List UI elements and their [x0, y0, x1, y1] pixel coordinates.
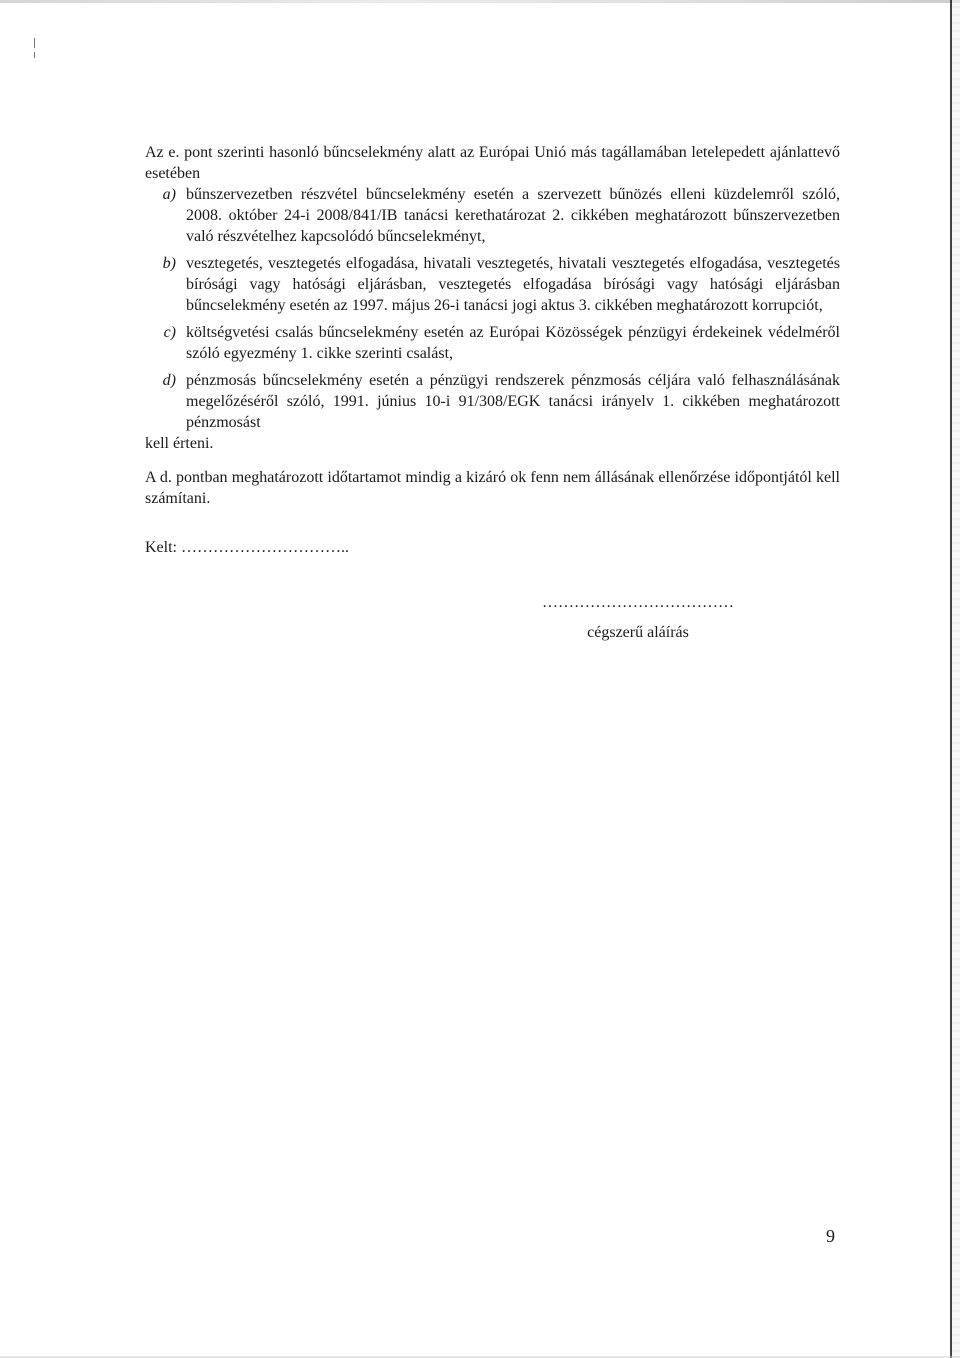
list-item-a — [145, 184, 840, 247]
item-label: a) — [162, 186, 176, 203]
signature-block — [518, 592, 758, 644]
margin-mark — [34, 52, 35, 58]
list-item-d — [145, 370, 840, 433]
signature-line: ……………………………… — [542, 594, 734, 611]
scan-edge-right — [950, 0, 952, 1358]
margin-mark — [34, 38, 35, 48]
item-text: bűnszervezetben részvétel bűncselekmény esetén a szervezett bűnözés elleni küzdelemről szóló, 2008. október 24-i 2008/841/IB tanácsi kerethatározat 2. cikkében meghatározott bűnszervezetben való részvételhez kapcsolódó bűncselekményt, — [186, 186, 840, 245]
item-text: pénzmosás bűncselekmény esetén a pénzügyi rendszerek pénzmosás céljára való felhasználásának megelőzéséről szóló, 1991. június 10-i 91/308/EGK tanácsi irányelv 1. cikkében meghatározott pénzmosást — [186, 372, 840, 431]
date-line: Kelt: ………………………….. — [145, 539, 349, 556]
list-item-b — [145, 253, 840, 316]
item-label: b) — [162, 255, 176, 272]
d-point-paragraph: A d. pontban meghatározott időtartamot mindig a kizáró ok fenn nem állásának ellenőrzése időpontjától kell számítani. — [145, 469, 840, 507]
intro-paragraph: Az e. pont szerinti hasonló bűncselekmény alatt az Európai Unió más tagállamában letelepedett ajánlattevő esetében — [145, 144, 840, 182]
item-label: d) — [162, 372, 176, 389]
scan-edge-top — [0, 0, 960, 3]
item-text: vesztegetés, vesztegetés elfogadása, hivatali vesztegetés, hivatali vesztegetés elfogadása, vesztegetés bírósági vagy hatósági eljárásban, vesztegetés elfogadása bírósági vagy hatósági eljárásban bűncselekmény esetén az 1997. május 26-i tanácsi jogi aktus 3. cikkében meghatározott korrupciót, — [186, 255, 840, 314]
signature-label: cégszerű aláírás — [587, 624, 689, 641]
list-item-c — [145, 322, 840, 364]
closing-text: kell érteni. — [145, 435, 214, 452]
scan-edge-right-noise — [952, 0, 960, 1358]
document-body — [145, 142, 840, 574]
item-text: költségvetési csalás bűncselekmény esetén az Európai Közösségek pénzügyi érdekeinek védelméről szóló egyezmény 1. cikke szerinti csalást, — [186, 324, 840, 362]
page-number: 9 — [826, 1226, 835, 1246]
item-label: c) — [163, 324, 176, 341]
